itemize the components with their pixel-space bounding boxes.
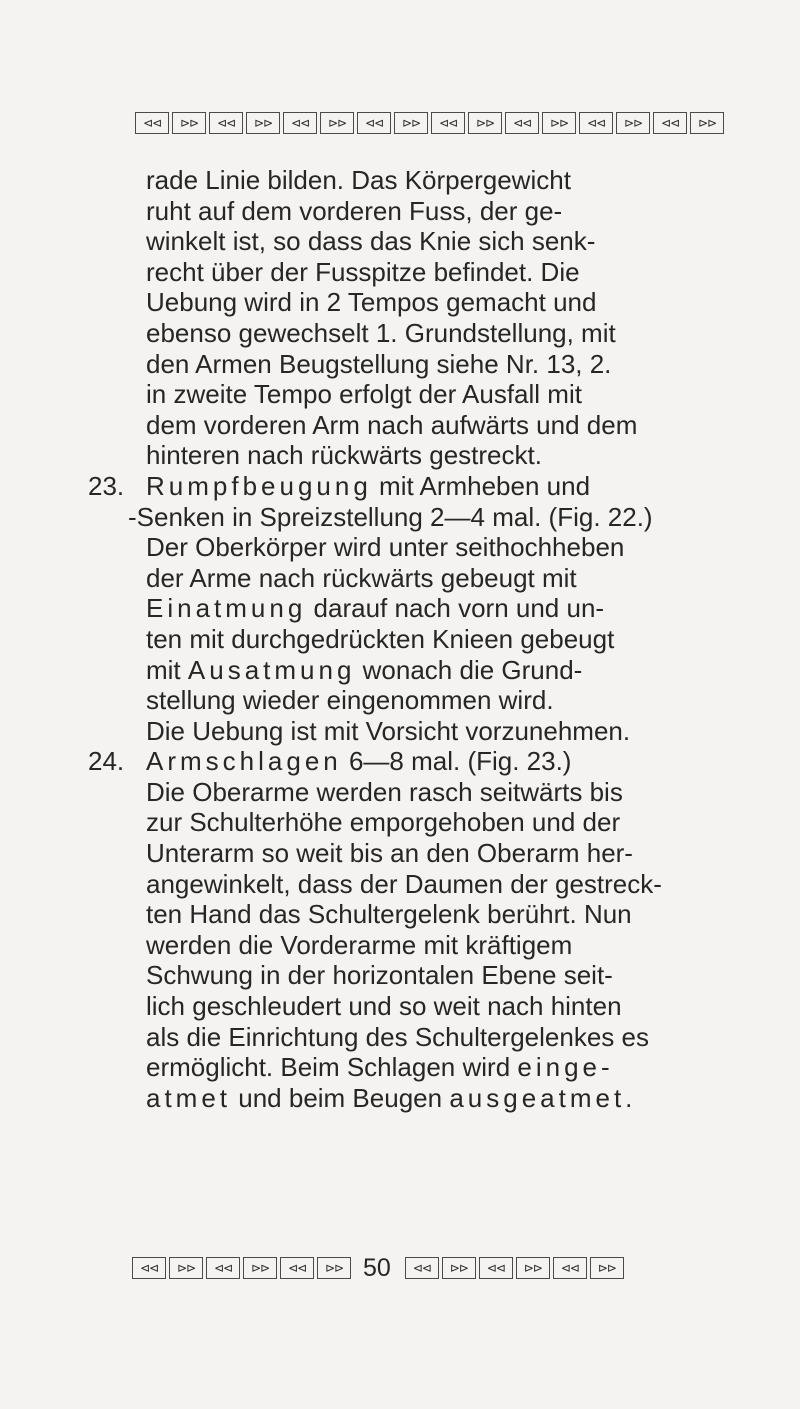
ornament-right-icon: ⊳⊳ [243,1257,277,1279]
text-line: Schwung in der horizontalen Ebene seit- [146,960,613,991]
ornament-right-icon: ⊳⊳ [542,112,576,134]
text-line: der Arme nach rückwärts gebeugt mit [146,562,577,593]
text-line: Uebung wird in 2 Tempos gemacht und [146,287,597,318]
text-line: stellung wieder eingenommen wird. [146,685,554,716]
exercise-number: 23. [88,470,125,501]
ornament-left-icon: ⊲⊲ [579,112,613,134]
text-line: lich geschleudert und so weit nach hinten [146,991,622,1022]
ornament-left-icon: ⊲⊲ [132,1257,166,1279]
ornament-right-icon: ⊳⊳ [317,1257,351,1279]
spaced-term: ausgeatmet. [449,1082,637,1113]
text-line: Die Uebung ist mit Vorsicht vorzunehmen. [146,715,631,746]
ornament-right-icon: ⊳⊳ [690,112,724,134]
text-line: werden die Vorderarme mit kräftigem [146,929,573,960]
text-line: ten Hand das Schultergelenk berührt. Nun [146,899,632,930]
text-line: winkelt ist, so dass das Knie sich senk- [146,226,596,257]
bottom-ornament-border [132,1253,719,1283]
text-fragment: mit Armheben und [371,470,591,501]
exercise-24-heading [88,746,738,777]
ornament-right-icon: ⊳⊳ [590,1257,624,1279]
ornament-right-icon: ⊳⊳ [320,112,354,134]
spaced-term: Einatmung [146,593,307,624]
ornament-left-icon: ⊲⊲ [357,112,391,134]
ornament-right-icon: ⊳⊳ [172,112,206,134]
ornament-right-icon: ⊳⊳ [169,1257,203,1279]
text-line: mit Ausatmung wonach die Grund- [146,654,583,685]
ornament-right-icon: ⊳⊳ [516,1257,550,1279]
ornament-right-icon: ⊳⊳ [616,112,650,134]
text-line: angewinkelt, dass der Daumen der gestreck- [146,868,662,899]
exercise-23-heading [88,471,738,502]
text-line: hinteren nach rückwärts gestreckt. [146,440,542,471]
spaced-term: atmet [146,1082,232,1113]
page-text [88,165,738,1113]
ornament-left-icon: ⊲⊲ [553,1257,587,1279]
text-line: -Senken in Spreizstellung 2—4 mal. (Fig. 22.) [128,501,653,532]
spaced-term: Ausatmung [187,654,356,685]
exercise-title: Armschlagen [146,746,342,777]
ornament-left-icon: ⊲⊲ [653,112,687,134]
text-line: Die Oberarme werden rasch seitwärts bis [146,776,623,807]
ornament-left-icon: ⊲⊲ [135,112,169,134]
text-line: zur Schulterhöhe emporgehoben und der [146,807,621,838]
ornament-right-icon: ⊳⊳ [442,1257,476,1279]
top-ornament-border [135,108,719,138]
text-line: als die Einrichtung des Schultergelenkes es [146,1021,649,1052]
spaced-term: einge- [517,1052,614,1083]
text-fragment: 6—8 mal. (Fig. 23.) [341,746,572,777]
text-line: dem vorderen Arm nach aufwärts und dem [146,409,638,440]
ornament-left-icon: ⊲⊲ [405,1257,439,1279]
text-line: Unterarm so weit bis an den Oberarm her- [146,838,633,869]
text-line: recht über der Fusspitze befindet. Die [146,256,580,287]
ornament-left-icon: ⊲⊲ [479,1257,513,1279]
text-line: ruht auf dem vorderen Fuss, der ge- [146,195,563,226]
ornament-left-icon: ⊲⊲ [280,1257,314,1279]
text-line: Der Oberkörper wird unter seithochheben [146,532,625,563]
ornament-left-icon: ⊲⊲ [283,112,317,134]
text-line: den Armen Beugstellung siehe Nr. 13, 2. [146,348,612,379]
ornament-right-icon: ⊳⊳ [468,112,502,134]
exercise-title: Rumpfbeugung [146,470,372,501]
text-line: Einatmung darauf nach vorn und un- [146,593,605,624]
ornament-left-icon: ⊲⊲ [431,112,465,134]
text-line: ermöglicht. Beim Schlagen wird einge- [146,1052,614,1083]
text-line: rade Linie bilden. Das Körpergewicht [146,165,571,195]
exercise-number: 24. [88,746,125,777]
ornament-right-icon: ⊳⊳ [394,112,428,134]
text-line: ebenso gewechselt 1. Grundstellung, mit [146,317,616,348]
page-number: 50 [363,1253,391,1282]
ornament-right-icon: ⊳⊳ [246,112,280,134]
ornament-left-icon: ⊲⊲ [505,112,539,134]
ornament-left-icon: ⊲⊲ [209,112,243,134]
text-line: ten mit durchgedrückten Knieen gebeugt [146,623,615,654]
ornament-left-icon: ⊲⊲ [206,1257,240,1279]
text-line: in zweite Tempo erfolgt der Ausfall mit [146,379,582,410]
text-line: atmet und beim Beugen ausgeatmet. [146,1082,637,1113]
